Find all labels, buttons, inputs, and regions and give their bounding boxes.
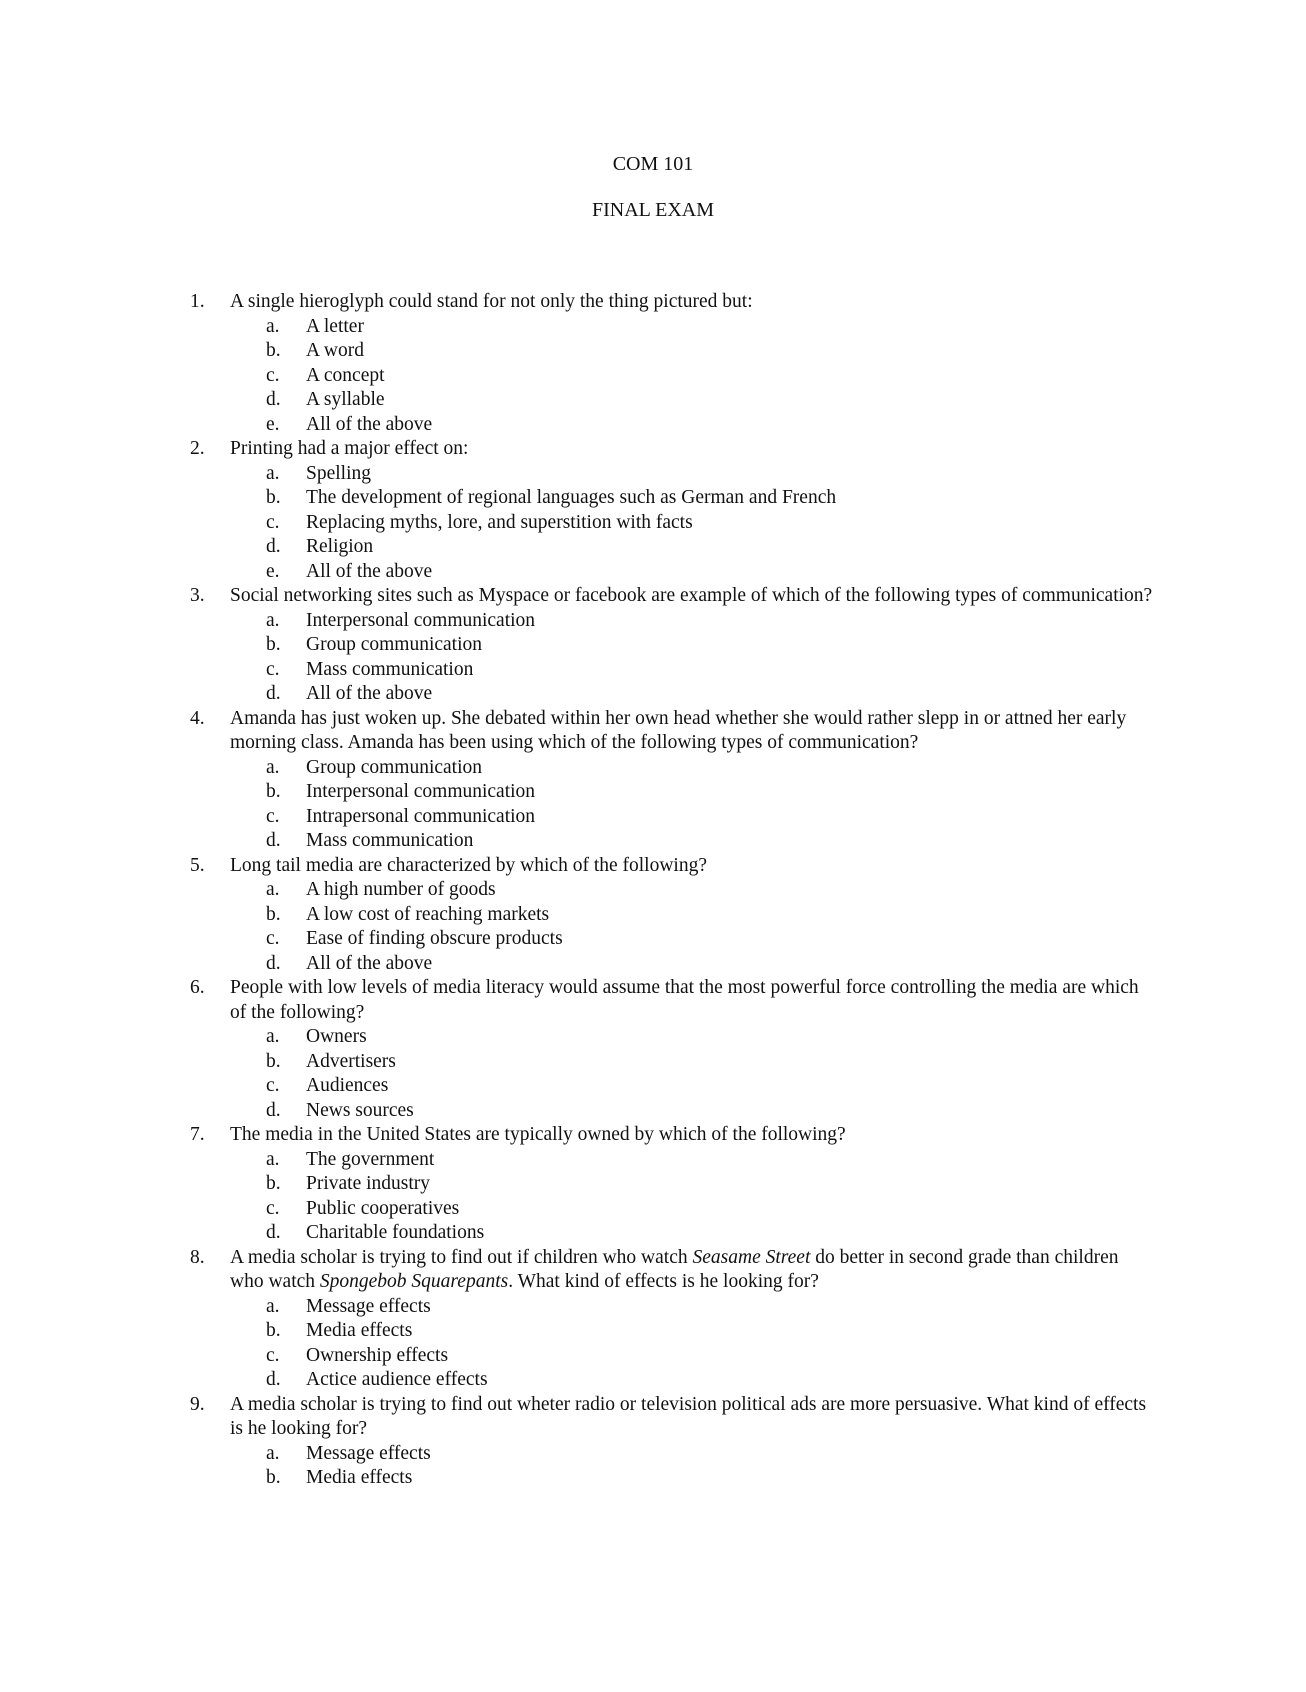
choice-item	[230, 1295, 1156, 1320]
choice-letter: c.	[266, 805, 280, 827]
question-number: 1.	[190, 291, 205, 312]
choice-item	[230, 903, 1156, 928]
choice-letter: d.	[266, 1222, 281, 1243]
choice-item	[230, 560, 1156, 585]
choice-list	[230, 462, 1156, 585]
choice-letter: a.	[266, 1295, 280, 1317]
choice-text: Media effects	[306, 1467, 413, 1488]
choice-letter: a.	[266, 1442, 280, 1464]
choice-text: Mass communication	[306, 830, 474, 851]
question-text: People with low levels of media literacy would assume that the most powerful force controlling the media are which of the following?	[230, 977, 1139, 1023]
question-number: 2.	[190, 438, 205, 459]
choice-item	[230, 486, 1156, 511]
choice-letter: c.	[266, 658, 280, 680]
choice-letter: c.	[266, 1344, 280, 1366]
choice-letter: d.	[266, 536, 281, 557]
show-title: Seasame Street	[692, 1246, 811, 1268]
choice-letter: c.	[266, 511, 280, 533]
choice-letter: b.	[266, 634, 281, 655]
choice-text: Spelling	[306, 462, 372, 484]
question-number: 8.	[190, 1246, 205, 1268]
choice-text: Religion	[306, 536, 374, 557]
choice-text: A syllable	[306, 389, 385, 410]
choice-letter: a.	[266, 1148, 280, 1170]
question-text-part: A media scholar is trying to find out if children who watch	[230, 1246, 693, 1268]
question-text: The media in the United States are typically owned by which of the following?	[230, 1124, 846, 1145]
choice-item	[230, 1172, 1156, 1197]
question-number: 5.	[190, 854, 205, 876]
choice-list	[230, 1148, 1156, 1246]
choice-text: All of the above	[306, 413, 433, 435]
choice-letter: c.	[266, 928, 280, 949]
choice-item	[230, 1319, 1156, 1344]
choice-list	[230, 1295, 1156, 1393]
choice-item	[230, 1148, 1156, 1173]
choice-item	[230, 658, 1156, 683]
choice-item	[230, 927, 1156, 952]
question-text: Amanda has just woken up. She debated within her own head whether she would rather slepp in or attned her early morning class. Amanda has been using which of the following types of communication?	[230, 707, 1127, 753]
choice-item	[230, 364, 1156, 389]
choice-item	[230, 1099, 1156, 1124]
choice-item	[230, 878, 1156, 903]
choice-letter: b.	[266, 1320, 281, 1341]
show-title: Spongebob Squarepants	[319, 1271, 509, 1292]
question-number: 3.	[190, 585, 205, 606]
question-number: 6.	[190, 977, 205, 998]
choice-letter: d.	[266, 1099, 281, 1121]
choice-item	[230, 1050, 1156, 1075]
choice-text: Replacing myths, lore, and superstition with facts	[306, 511, 693, 533]
choice-text: Audiences	[306, 1075, 389, 1096]
choice-item	[230, 1025, 1156, 1050]
choice-item	[230, 535, 1156, 560]
choice-text: Advertisers	[306, 1050, 396, 1072]
choice-letter: a.	[266, 756, 280, 778]
choice-text: News sources	[306, 1099, 414, 1121]
choice-letter: a.	[266, 315, 280, 337]
question-3	[0, 584, 1306, 707]
choice-item	[230, 805, 1156, 830]
question-text: A media scholar is trying to find out wheter radio or television political ads are more persuasive. What kind of effects is he looking for?	[230, 1393, 1147, 1439]
question-text: Long tail media are characterized by which of the following?	[230, 854, 708, 876]
choice-text: A word	[306, 340, 364, 361]
choice-text: Interpersonal communication	[306, 781, 536, 802]
choice-item	[230, 829, 1156, 854]
choice-letter: c.	[266, 364, 280, 386]
choice-text: Group communication	[306, 756, 483, 778]
choice-list	[230, 1442, 1156, 1491]
choice-list	[230, 756, 1156, 854]
choice-letter: e.	[266, 560, 280, 582]
choice-letter: a.	[266, 462, 280, 484]
choice-text: A low cost of reaching markets	[306, 903, 550, 925]
choice-text: A concept	[306, 364, 385, 386]
choice-item	[230, 1074, 1156, 1099]
choice-text: Mass communication	[306, 658, 474, 680]
choice-letter: c.	[266, 1197, 280, 1219]
question-8	[0, 1246, 1306, 1393]
choice-item	[230, 1368, 1156, 1393]
choice-item	[230, 413, 1156, 438]
choice-text: A letter	[306, 315, 364, 337]
choice-text: Actice audience effects	[306, 1369, 488, 1390]
choice-item	[230, 1197, 1156, 1222]
choice-text: All of the above	[306, 952, 433, 974]
choice-letter: c.	[266, 1075, 280, 1096]
choice-letter: e.	[266, 413, 280, 435]
choice-list	[230, 1025, 1156, 1123]
question-text: A single hieroglyph could stand for not only the thing pictured but:	[230, 291, 753, 312]
choice-item	[230, 388, 1156, 413]
question-text-part: do better in second grade than children who watch	[230, 1246, 1119, 1292]
choice-text: All of the above	[306, 683, 433, 704]
choice-text: Private industry	[306, 1173, 431, 1194]
choice-letter: a.	[266, 609, 280, 631]
choice-list	[230, 878, 1156, 976]
choice-letter: b.	[266, 1050, 281, 1072]
question-text	[230, 1246, 1156, 1295]
choice-letter: b.	[266, 781, 281, 802]
choice-text: Ease of finding obscure products	[306, 928, 563, 949]
choice-text: Public cooperatives	[306, 1197, 460, 1219]
exam-title: FINAL EXAM	[591, 199, 715, 221]
choice-item	[230, 756, 1156, 781]
choice-letter: d.	[266, 1369, 281, 1390]
question-5	[0, 854, 1306, 977]
choice-item	[230, 1221, 1156, 1246]
choice-text: Ownership effects	[306, 1344, 449, 1366]
choice-text: The development of regional languages such as German and French	[306, 487, 837, 508]
question-number: 7.	[190, 1124, 205, 1145]
choice-text: Intrapersonal communication	[306, 805, 536, 827]
question-text: Printing had a major effect on:	[230, 438, 469, 459]
choice-text: A high number of goods	[306, 879, 496, 900]
question-1	[0, 290, 1306, 437]
choice-item	[230, 511, 1156, 536]
choice-item	[230, 609, 1156, 634]
question-6	[0, 976, 1306, 1123]
choice-item	[230, 315, 1156, 340]
choice-item	[230, 682, 1156, 707]
choice-text: Message effects	[306, 1295, 431, 1317]
choice-letter: d.	[266, 952, 281, 974]
choice-text: Charitable foundations	[306, 1222, 485, 1243]
choice-item	[230, 1466, 1156, 1491]
choice-item	[230, 633, 1156, 658]
choice-item	[230, 1344, 1156, 1369]
choice-text: Media effects	[306, 1320, 413, 1341]
choice-text: Interpersonal communication	[306, 609, 536, 631]
choice-text: Group communication	[306, 634, 483, 655]
question-list	[0, 290, 1306, 1491]
choice-letter: d.	[266, 389, 281, 410]
choice-letter: d.	[266, 830, 281, 851]
choice-letter: b.	[266, 903, 281, 925]
choice-list	[230, 315, 1156, 438]
question-7	[0, 1123, 1306, 1246]
question-number: 4.	[190, 707, 205, 729]
choice-text: Owners	[306, 1026, 367, 1047]
choice-letter: b.	[266, 340, 281, 361]
question-9	[0, 1393, 1306, 1491]
question-number: 9.	[190, 1393, 205, 1415]
choice-letter: b.	[266, 487, 281, 508]
question-text-part: . What kind of effects is he looking for?	[508, 1271, 819, 1292]
question-4	[0, 707, 1306, 854]
choice-item	[230, 1442, 1156, 1467]
question-text: Social networking sites such as Myspace or facebook are example of which of the following types of communication?	[230, 585, 1153, 606]
choice-item	[230, 462, 1156, 487]
choice-text: All of the above	[306, 560, 433, 582]
choice-letter: b.	[266, 1173, 281, 1194]
choice-letter: a.	[266, 879, 280, 900]
choice-item	[230, 339, 1156, 364]
choice-letter: a.	[266, 1026, 280, 1047]
choice-text: The government	[306, 1148, 435, 1170]
choice-letter: b.	[266, 1467, 281, 1488]
choice-item	[230, 952, 1156, 977]
course-code: COM 101	[612, 153, 694, 175]
question-2	[0, 437, 1306, 584]
choice-list	[230, 609, 1156, 707]
choice-text: Message effects	[306, 1442, 431, 1464]
choice-letter: d.	[266, 683, 281, 704]
choice-item	[230, 780, 1156, 805]
